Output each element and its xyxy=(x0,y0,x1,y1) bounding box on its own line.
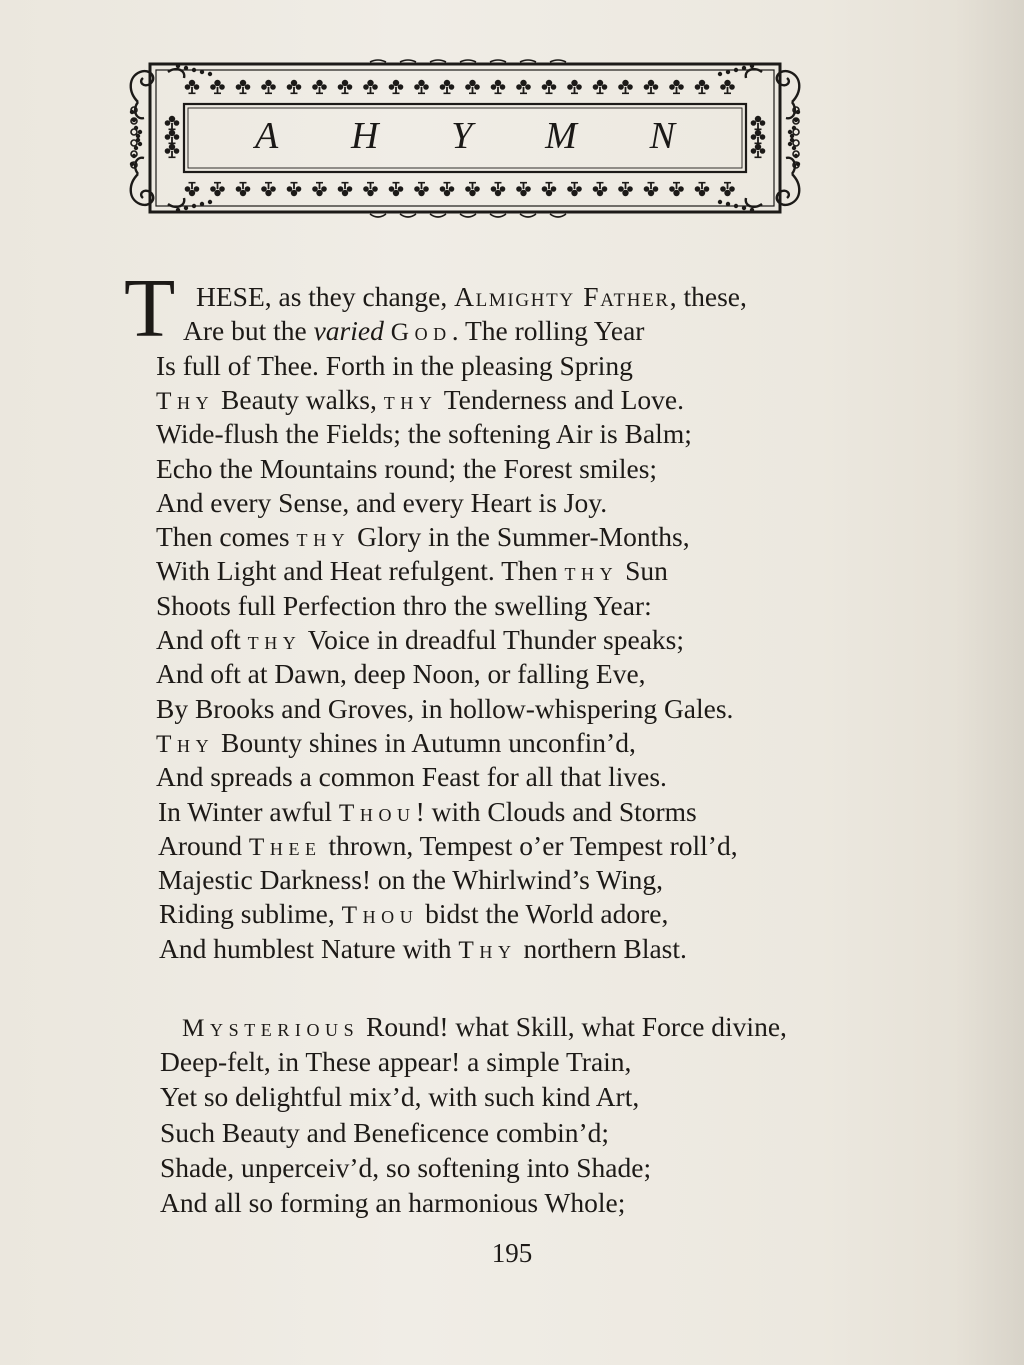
verse-segment: God xyxy=(390,318,452,347)
verse-segment: By Brooks and Groves, in hollow-whispering Gales. xyxy=(156,692,734,724)
verse-segment: Riding sublime, xyxy=(159,898,342,930)
fleuron-ornament xyxy=(593,182,608,196)
verse-segment: northern Blast. xyxy=(516,932,687,964)
fleuron-ornament xyxy=(287,80,302,94)
verse-line xyxy=(160,1045,631,1079)
verse-line xyxy=(156,657,646,691)
fleuron-ornament xyxy=(516,182,531,196)
verse-segment: HESE, as they change, xyxy=(196,281,455,312)
verse-segment: Then comes xyxy=(156,521,297,553)
verse-segment: Majestic Darkness! on the Whirlwind’s Wing, xyxy=(158,864,664,896)
fleuron-ornament xyxy=(165,144,180,158)
verse-line xyxy=(182,1010,787,1045)
title-letter: M xyxy=(545,115,577,157)
verse-segment: Yet so delightful mix’d, with such kind Art, xyxy=(160,1081,640,1113)
swag-loop xyxy=(520,214,536,217)
verse-segment: Such Beauty and Beneficence combin’d; xyxy=(160,1116,610,1148)
fleuron-ornament xyxy=(414,80,429,94)
fleuron-ornament xyxy=(165,130,180,144)
verse-segment: And oft xyxy=(156,624,248,655)
verse-line xyxy=(156,589,652,623)
side-scroll-link xyxy=(793,129,799,135)
swag-loop xyxy=(490,214,506,217)
fleuron-ornament xyxy=(465,182,480,196)
verse-line xyxy=(156,726,636,761)
fleuron-ornament xyxy=(516,80,531,94)
verse-line xyxy=(160,1116,609,1150)
fleuron-ornament xyxy=(440,80,455,94)
fleuron-ornament xyxy=(236,80,251,94)
title-area xyxy=(255,112,675,160)
verse-segment: Thee xyxy=(248,832,322,861)
verse-segment: Almighty Father xyxy=(454,281,670,312)
fleuron-ornament xyxy=(669,182,684,196)
verse-segment: thy xyxy=(383,386,438,415)
verse-line xyxy=(196,280,747,314)
verse-segment: Round! what Skill, what Force divine, xyxy=(359,1011,787,1042)
fleuron-ornament xyxy=(338,182,353,196)
fleuron-ornament xyxy=(567,80,582,94)
side-scroll-link xyxy=(793,140,799,146)
fleuron-ornament xyxy=(185,182,200,196)
swag-loop xyxy=(430,60,446,62)
verse-segment: Shoots full Perfection thro the swelling Year: xyxy=(156,589,652,621)
fleuron-ornament xyxy=(414,182,429,196)
fleuron-ornament xyxy=(618,80,633,94)
swag-loop xyxy=(520,60,536,62)
title-letter: H xyxy=(351,115,379,157)
fleuron-ornament xyxy=(542,182,557,196)
page-number: 195 xyxy=(491,1238,533,1268)
verse-segment: And humblest Nature with xyxy=(159,932,459,964)
verse-segment: With Light and Heat refulgent. Then xyxy=(156,555,565,587)
verse-segment: ! with Clouds and Storms xyxy=(415,795,697,827)
title-letter: N xyxy=(649,115,675,157)
verse-segment: Echo the Mountains round; the Forest smiles; xyxy=(156,452,658,484)
verse-segment: bidst the World adore, xyxy=(418,898,669,930)
verse-segment: And all so forming an harmonious Whole; xyxy=(160,1187,626,1218)
verse-line xyxy=(156,623,684,658)
fleuron-ornament xyxy=(389,182,404,196)
fleuron-ornament xyxy=(210,182,225,196)
verse-line xyxy=(156,486,607,520)
fleuron-ornament xyxy=(440,182,455,196)
verse-segment: Mysterious xyxy=(182,1014,360,1042)
fleuron-ornament xyxy=(644,182,659,196)
verse-segment: thrown, Tempest o’er Tempest roll’d, xyxy=(321,829,738,861)
verse-segment: varied xyxy=(313,315,384,347)
verse-line xyxy=(156,383,684,418)
fleuron-ornament xyxy=(542,80,557,94)
fleuron-ornament xyxy=(644,80,659,94)
verse-segment: And spreads a common Feast for all that lives. xyxy=(156,761,667,793)
fleuron-ornament xyxy=(210,80,225,94)
drop-cap: T xyxy=(124,262,176,355)
swag-loop xyxy=(400,214,416,217)
fleuron-ornament xyxy=(312,80,327,94)
verse-segment: In Winter awful xyxy=(158,795,339,827)
verse-line xyxy=(156,417,692,451)
fleuron-ornament xyxy=(695,182,710,196)
verse-segment: Voice in dreadful Thunder speaks; xyxy=(301,624,684,655)
fleuron-ornament xyxy=(261,80,276,94)
verse-line xyxy=(156,520,690,555)
verse-line xyxy=(156,349,633,383)
fleuron-ornament xyxy=(695,80,710,94)
fleuron-ornament xyxy=(720,80,735,94)
fleuron-ornament xyxy=(261,182,276,196)
verse-line xyxy=(183,314,644,349)
verse-line xyxy=(160,1151,651,1185)
verse-line xyxy=(159,897,668,932)
side-scroll-link xyxy=(131,140,137,146)
verse-segment: thy xyxy=(564,558,619,587)
verse-segment: Thou xyxy=(338,798,416,827)
verse-line xyxy=(158,863,663,897)
title-letter: A xyxy=(255,115,279,157)
fleuron-ornament xyxy=(593,80,608,94)
verse-line xyxy=(156,760,667,794)
verse-line xyxy=(156,692,733,726)
fleuron-ornament xyxy=(389,80,404,94)
fleuron-ornament xyxy=(491,182,506,196)
verse-line xyxy=(156,554,668,589)
verse-segment: Tenderness and Love. xyxy=(437,383,684,415)
verse-segment: Wide-flush the Fields; the softening Air is Balm; xyxy=(156,418,692,450)
verse-segment: Thy xyxy=(156,386,215,415)
fleuron-ornament xyxy=(165,116,180,130)
verse-segment: Are but the xyxy=(183,315,314,347)
swag-loop xyxy=(550,60,566,62)
verse-line xyxy=(160,1186,625,1220)
fleuron-ornament xyxy=(751,116,766,130)
swag-loop xyxy=(460,60,476,62)
side-scroll-link xyxy=(131,129,137,135)
verse-segment: . The rolling Year xyxy=(451,315,645,347)
fleuron-ornament xyxy=(751,130,766,144)
fleuron-ornament xyxy=(669,80,684,94)
fleuron-ornament xyxy=(363,80,378,94)
verse-segment: , these, xyxy=(669,281,747,312)
swag-loop xyxy=(550,214,566,217)
verse-segment: Bounty shines in Autumn unconfin’d, xyxy=(214,726,636,758)
verse-segment: Beauty walks, xyxy=(214,383,384,415)
fleuron-ornament xyxy=(720,182,735,196)
fleuron-ornament xyxy=(236,182,251,196)
verse-segment: Thy xyxy=(156,729,215,758)
swag-loop xyxy=(490,60,506,62)
verse-segment: Is full of Thee. Forth in the pleasing Spring xyxy=(156,349,633,381)
verse-line xyxy=(158,829,738,864)
swag-loop xyxy=(430,214,446,217)
fleuron-ornament xyxy=(465,80,480,94)
verse-segment: Thy xyxy=(458,935,517,964)
title-letter: Y xyxy=(451,115,473,157)
swag-loop xyxy=(400,60,416,62)
verse-line xyxy=(160,1080,639,1114)
verse-segment: Glory in the Summer-Months, xyxy=(350,521,690,553)
verse-segment: Around xyxy=(158,829,249,861)
poem-title xyxy=(255,112,675,160)
verse-segment: And oft at Dawn, deep Noon, or falling Eve, xyxy=(156,658,646,690)
verse-segment: Thou xyxy=(341,901,419,930)
verse-segment xyxy=(384,315,391,346)
fleuron-ornament xyxy=(491,80,506,94)
verse-segment: Deep-felt, in These appear! a simple Train, xyxy=(160,1046,632,1078)
fleuron-ornament xyxy=(312,182,327,196)
fleuron-ornament xyxy=(618,182,633,196)
fleuron-ornament xyxy=(363,182,378,196)
swag-loop xyxy=(460,214,476,217)
fleuron-ornament xyxy=(185,80,200,94)
verse-segment: Shade, unperceiv’d, so softening into Shade; xyxy=(160,1151,652,1183)
fleuron-ornament xyxy=(751,144,766,158)
swag-loop xyxy=(370,60,386,62)
swag-loop xyxy=(370,214,386,217)
verse-segment: thy xyxy=(247,627,302,655)
verse-line xyxy=(159,932,687,967)
fleuron-ornament xyxy=(567,182,582,196)
verse-segment: And every Sense, and every Heart is Joy. xyxy=(156,486,608,518)
verse-line xyxy=(158,795,697,830)
verse-segment: thy xyxy=(296,524,351,553)
fleuron-ornament xyxy=(287,182,302,196)
fleuron-ornament xyxy=(338,80,353,94)
verse-segment: Sun xyxy=(618,555,668,587)
verse-line xyxy=(156,452,657,486)
